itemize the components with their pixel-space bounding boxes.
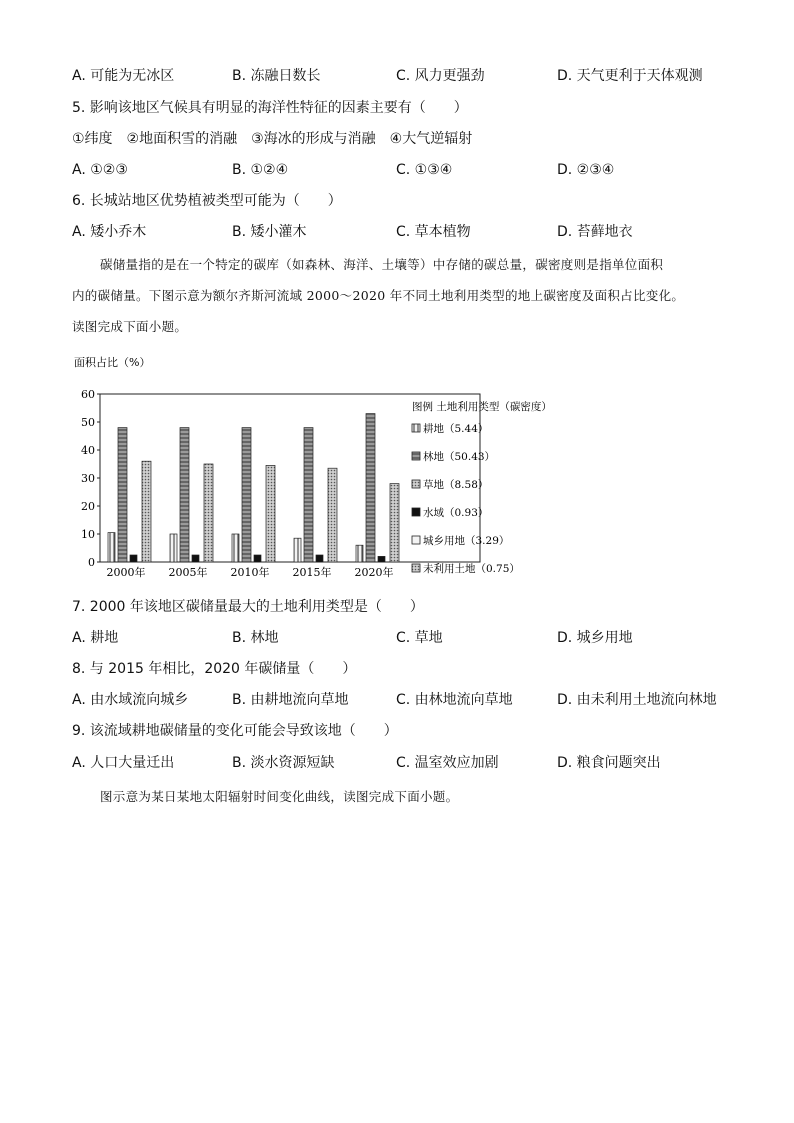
legend-label: 草地（8.58） bbox=[423, 479, 489, 491]
q8-option-d: D. 由未利用土地流向林地 bbox=[557, 692, 717, 708]
q5-option-d: D. ②③④ bbox=[557, 162, 615, 178]
q5-items: ①纬度 ②地面积雪的消融 ③海冰的形成与消融 ④大气逆辐射 bbox=[72, 131, 473, 147]
x-tick-label: 2010年 bbox=[230, 566, 270, 579]
q7-option-d: D. 城乡用地 bbox=[557, 630, 633, 646]
intro-2 bbox=[72, 781, 732, 812]
q9-stem: 9. 该流域耕地碳储量的变化可能会导致该地（ ） bbox=[72, 723, 398, 739]
bar bbox=[170, 534, 177, 562]
q4-option-a: A. 可能为无冰区 bbox=[72, 68, 175, 84]
q6-option-b: B. 矮小灌木 bbox=[232, 224, 307, 240]
q9-option-b: B. 淡水资源短缺 bbox=[232, 755, 335, 771]
chart-svg bbox=[72, 352, 558, 582]
intro-2-text: 图示意为某日某地太阳辐射时间变化曲线，读图完成下面小题。 bbox=[100, 789, 459, 804]
legend-label: 水域（0.93） bbox=[423, 507, 489, 519]
q6-option-d: D. 苔藓地衣 bbox=[557, 224, 633, 240]
y-axis-label: 面积占比（%） bbox=[74, 356, 151, 369]
x-tick-label: 2020年 bbox=[354, 566, 394, 579]
legend-label: 林地（50.43） bbox=[423, 451, 496, 463]
q4-option-d: D. 天气更利于天体观测 bbox=[557, 68, 703, 84]
intro-line-1: 碳储量指的是在一个特定的碳库（如森林、海洋、土壤等）中存储的碳总量，碳密度则是指单位面积 bbox=[100, 257, 664, 272]
q9-option-d: D. 粮食问题突出 bbox=[557, 755, 661, 771]
q6-option-a: A. 矮小乔木 bbox=[72, 224, 147, 240]
legend-swatch bbox=[412, 508, 420, 516]
y-tick-label: 20 bbox=[81, 500, 95, 513]
bar bbox=[356, 545, 363, 562]
x-tick-label: 2000年 bbox=[106, 566, 146, 579]
q5-option-c: C. ①③④ bbox=[396, 162, 453, 178]
q4-option-b: B. 冻融日数长 bbox=[232, 68, 321, 84]
q8-option-a: A. 由水域流向城乡 bbox=[72, 692, 189, 708]
legend-title: 图例 土地利用类型（碳密度） bbox=[412, 401, 552, 413]
bar bbox=[366, 414, 375, 562]
legend-swatch bbox=[412, 564, 420, 572]
q7-option-c: C. 草地 bbox=[396, 630, 443, 646]
bar bbox=[304, 428, 313, 562]
q9-option-a: A. 人口大量迁出 bbox=[72, 755, 175, 771]
legend-label: 耕地（5.44） bbox=[423, 423, 489, 435]
bar bbox=[316, 555, 323, 562]
intro-line-3: 读图完成下面小题。 bbox=[72, 319, 188, 334]
q7-stem: 7. 2000 年该地区碳储量最大的土地利用类型是（ ） bbox=[72, 599, 424, 615]
bar bbox=[266, 465, 275, 562]
bar bbox=[378, 556, 385, 562]
y-tick-label: 40 bbox=[81, 444, 95, 457]
q8-option-b: B. 由耕地流向草地 bbox=[232, 692, 349, 708]
bar bbox=[142, 461, 151, 562]
y-tick-label: 0 bbox=[88, 556, 95, 569]
legend-label: 城乡用地（3.29） bbox=[423, 535, 510, 547]
bar bbox=[232, 534, 239, 562]
intro-line-2: 内的碳储量。下图示意为额尔齐斯河流域 2000～2020 年不同土地利用类型的地上碳密度及面积占比变化。 bbox=[72, 288, 685, 303]
bar bbox=[254, 555, 261, 562]
x-tick-label: 2005年 bbox=[168, 566, 208, 579]
legend-swatch bbox=[412, 480, 420, 488]
q5-option-b: B. ①②④ bbox=[232, 162, 289, 178]
legend-label: 未利用土地（0.75） bbox=[423, 563, 520, 575]
bar bbox=[192, 555, 199, 562]
y-tick-label: 30 bbox=[81, 472, 95, 485]
q8-option-c: C. 由林地流向草地 bbox=[396, 692, 513, 708]
q6-stem: 6. 长城站地区优势植被类型可能为（ ） bbox=[72, 193, 342, 209]
y-tick-label: 60 bbox=[81, 388, 95, 401]
q7-option-b: B. 林地 bbox=[232, 630, 279, 646]
q5-option-a: A. ①②③ bbox=[72, 162, 128, 178]
q5-stem: 5. 影响该地区气候具有明显的海洋性特征的因素主要有（ ） bbox=[72, 100, 468, 116]
bar bbox=[242, 428, 251, 562]
bar bbox=[328, 468, 337, 562]
q8-stem: 8. 与 2015 年相比，2020 年碳储量（ ） bbox=[72, 661, 357, 677]
q4-option-c: C. 风力更强劲 bbox=[396, 68, 485, 84]
bar bbox=[118, 428, 127, 562]
bar bbox=[130, 555, 137, 562]
carbon-density-chart bbox=[72, 352, 558, 582]
y-tick-label: 10 bbox=[81, 528, 95, 541]
bar bbox=[294, 538, 301, 562]
legend-swatch bbox=[412, 424, 420, 432]
x-tick-label: 2015年 bbox=[292, 566, 332, 579]
bar bbox=[390, 484, 399, 562]
bar bbox=[180, 428, 189, 562]
q6-option-c: C. 草本植物 bbox=[396, 224, 471, 240]
intro-paragraph bbox=[72, 249, 732, 342]
y-tick-label: 50 bbox=[81, 416, 95, 429]
legend-swatch bbox=[412, 536, 420, 544]
bar bbox=[204, 464, 213, 562]
bar bbox=[108, 533, 115, 562]
q9-option-c: C. 温室效应加剧 bbox=[396, 755, 499, 771]
legend-swatch bbox=[412, 452, 420, 460]
q7-option-a: A. 耕地 bbox=[72, 630, 119, 646]
